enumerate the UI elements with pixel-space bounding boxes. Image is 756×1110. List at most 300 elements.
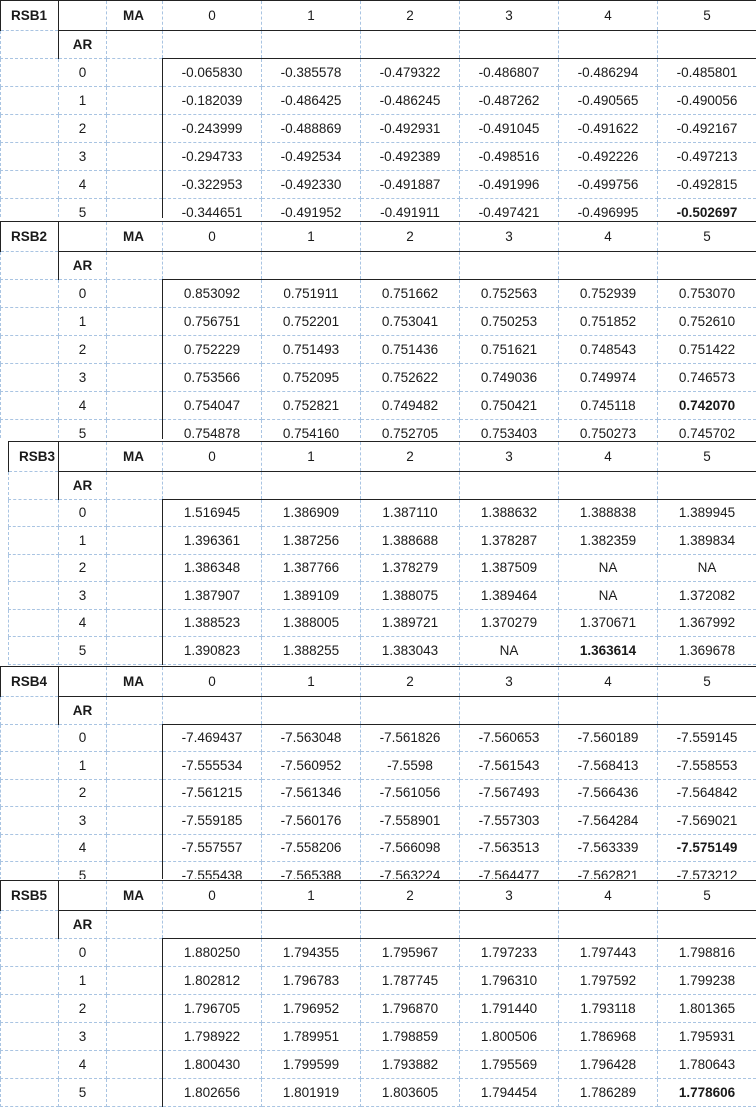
value-cell: -0.243999 [163, 115, 262, 143]
blank-cell [107, 336, 163, 364]
value-cell: 1.803605 [361, 1079, 460, 1107]
value-cell: 1.396361 [163, 527, 262, 555]
left-margin-cell [9, 472, 59, 500]
left-margin-cell [9, 499, 59, 527]
blank-cell [163, 911, 262, 939]
table-row [1, 779, 756, 807]
blank-cell [559, 252, 658, 280]
value-cell: 0.746573 [658, 364, 756, 392]
value-cell: 1.389945 [658, 499, 756, 527]
table-row [1, 87, 756, 115]
left-margin-cell [9, 637, 59, 665]
value-cell: 1.383043 [361, 637, 460, 665]
table-label: RSB4 [1, 667, 59, 697]
value-cell: 0.751621 [460, 336, 559, 364]
blank-cell [107, 499, 163, 527]
blank-cell [107, 967, 163, 995]
value-cell: 1.387256 [262, 527, 361, 555]
value-cell: 0.742070 [658, 392, 756, 420]
table-row [1, 939, 756, 967]
value-cell: 1.389109 [262, 582, 361, 610]
blank-cell [460, 472, 559, 500]
value-cell: -7.562821 [559, 862, 658, 880]
value-cell: -0.491622 [559, 115, 658, 143]
value-cell: -7.563339 [559, 834, 658, 862]
ma-column-header: 1 [262, 442, 361, 472]
value-cell: 1.796310 [460, 967, 559, 995]
value-cell: -7.566436 [559, 779, 658, 807]
arma-table-rsb5 [0, 880, 756, 1107]
left-margin-cell [1, 1023, 59, 1051]
table-block-rsb5 [0, 880, 756, 1110]
blank-cell [107, 87, 163, 115]
arma-table-rsb2 [0, 221, 756, 439]
arma-table-rsb1 [0, 0, 756, 218]
value-cell: -7.561346 [262, 779, 361, 807]
table-row [1, 862, 756, 880]
value-cell: -0.486245 [361, 87, 460, 115]
left-margin-cell [1, 779, 59, 807]
value-cell: 1.799599 [262, 1051, 361, 1079]
value-cell: 0.754160 [262, 420, 361, 440]
left-margin-cell [1, 252, 59, 280]
value-cell: -0.322953 [163, 171, 262, 199]
header-spacer [59, 442, 107, 472]
table-row [1, 280, 756, 308]
value-cell: 0.752201 [262, 308, 361, 336]
value-cell: -7.563224 [361, 862, 460, 880]
blank-cell [658, 252, 756, 280]
value-cell: 1.794355 [262, 939, 361, 967]
ma-column-header: 2 [361, 222, 460, 252]
ar-order-label: 5 [59, 637, 107, 665]
blank-cell [107, 472, 163, 500]
blank-cell [107, 834, 163, 862]
value-cell: 1.389464 [460, 582, 559, 610]
table-row [1, 171, 756, 199]
value-cell: 1.789951 [262, 1023, 361, 1051]
value-cell: -7.564842 [658, 779, 756, 807]
value-cell: 1.386909 [262, 499, 361, 527]
value-cell: -7.568413 [559, 752, 658, 780]
blank-cell [262, 31, 361, 59]
value-cell: 1.388005 [262, 609, 361, 637]
value-cell: -0.502697 [658, 199, 756, 219]
blank-cell [107, 862, 163, 880]
ma-column-header: 2 [361, 667, 460, 697]
table-block-rsb4 [0, 666, 756, 879]
header-spacer [59, 222, 107, 252]
blank-cell [107, 420, 163, 440]
value-cell: 1.787745 [361, 967, 460, 995]
value-cell: -7.561543 [460, 752, 559, 780]
value-cell: 1.378279 [361, 554, 460, 582]
ar-header-row [1, 252, 756, 280]
table-row [1, 724, 756, 752]
value-cell: 0.752095 [262, 364, 361, 392]
blank-cell [163, 31, 262, 59]
table-row [1, 807, 756, 835]
value-cell: -7.555438 [163, 862, 262, 880]
value-cell: -0.492389 [361, 143, 460, 171]
value-cell: -0.486807 [460, 59, 559, 87]
blank-cell [107, 752, 163, 780]
value-cell: 1.388838 [559, 499, 658, 527]
header-row [1, 1, 756, 31]
ar-order-label: 1 [59, 967, 107, 995]
blank-cell [658, 31, 756, 59]
blank-cell [163, 697, 262, 725]
blank-cell [107, 31, 163, 59]
table-row [1, 143, 756, 171]
blank-cell [460, 911, 559, 939]
ar-order-label: 4 [59, 171, 107, 199]
value-cell: -7.559185 [163, 807, 262, 835]
header-spacer [59, 667, 107, 697]
table-label: RSB1 [1, 1, 59, 31]
left-margin-cell [1, 995, 59, 1023]
value-cell: 0.748543 [559, 336, 658, 364]
blank-cell [559, 697, 658, 725]
ar-order-label: 3 [59, 582, 107, 610]
blank-cell [107, 995, 163, 1023]
value-cell: NA [559, 554, 658, 582]
value-cell: NA [460, 637, 559, 665]
value-cell: -7.558901 [361, 807, 460, 835]
blank-cell [262, 697, 361, 725]
value-cell: 1.797592 [559, 967, 658, 995]
value-cell: -0.485801 [658, 59, 756, 87]
value-cell: 1.388255 [262, 637, 361, 665]
blank-cell [361, 31, 460, 59]
header-spacer [59, 1, 107, 31]
blank-cell [107, 939, 163, 967]
ar-order-label: 1 [59, 87, 107, 115]
value-cell: 1.369678 [658, 637, 756, 665]
blank-cell [107, 554, 163, 582]
ar-order-label: 2 [59, 336, 107, 364]
arma-table-rsb4 [0, 666, 756, 879]
blank-cell [107, 252, 163, 280]
value-cell: -0.487262 [460, 87, 559, 115]
blank-cell [460, 697, 559, 725]
value-cell: 1.796705 [163, 995, 262, 1023]
value-cell: 1.386348 [163, 554, 262, 582]
value-cell: 1.799238 [658, 967, 756, 995]
table-row [1, 752, 756, 780]
ma-column-header: 5 [658, 1, 756, 31]
table-row [9, 582, 756, 610]
table-label: RSB2 [1, 222, 59, 252]
left-margin-cell [1, 724, 59, 752]
value-cell: 1.382359 [559, 527, 658, 555]
left-margin-cell [1, 280, 59, 308]
ma-column-header: 4 [559, 881, 658, 911]
blank-cell [107, 807, 163, 835]
value-cell: 1.801919 [262, 1079, 361, 1107]
value-cell: 1.793118 [559, 995, 658, 1023]
value-cell: -7.560189 [559, 724, 658, 752]
value-cell: -0.497213 [658, 143, 756, 171]
ma-column-header: 0 [163, 222, 262, 252]
left-margin-cell [1, 392, 59, 420]
value-cell: -0.490056 [658, 87, 756, 115]
value-cell: -7.573212 [658, 862, 756, 880]
left-margin-cell [1, 199, 59, 219]
value-cell: 0.853092 [163, 280, 262, 308]
value-cell: -7.563513 [460, 834, 559, 862]
ma-column-header: 5 [658, 667, 756, 697]
blank-cell [107, 1051, 163, 1079]
value-cell: 1.796870 [361, 995, 460, 1023]
value-cell: 0.752821 [262, 392, 361, 420]
ar-order-label: 2 [59, 115, 107, 143]
blank-cell [107, 171, 163, 199]
table-row [9, 499, 756, 527]
table-row [1, 392, 756, 420]
value-cell: 0.749482 [361, 392, 460, 420]
value-cell: NA [559, 582, 658, 610]
value-cell: 0.753070 [658, 280, 756, 308]
blank-cell [107, 308, 163, 336]
table-row [1, 420, 756, 440]
value-cell: -0.491911 [361, 199, 460, 219]
left-margin-cell [1, 420, 59, 440]
ar-order-label: 3 [59, 1023, 107, 1051]
left-margin-cell [1, 834, 59, 862]
ar-order-label: 5 [59, 420, 107, 440]
ma-column-header: 0 [163, 881, 262, 911]
value-cell: 0.750421 [460, 392, 559, 420]
table-row [1, 115, 756, 143]
blank-cell [559, 911, 658, 939]
left-margin-cell [1, 59, 59, 87]
value-cell: -7.575149 [658, 834, 756, 862]
value-cell: 1.388632 [460, 499, 559, 527]
value-cell: -7.560176 [262, 807, 361, 835]
value-cell: 0.745702 [658, 420, 756, 440]
blank-cell [107, 364, 163, 392]
value-cell: 0.751911 [262, 280, 361, 308]
blank-cell [107, 527, 163, 555]
ar-order-label: 2 [59, 779, 107, 807]
value-cell: 1.388688 [361, 527, 460, 555]
value-cell: 0.751662 [361, 280, 460, 308]
ma-column-header: 0 [163, 667, 262, 697]
value-cell: 1.387907 [163, 582, 262, 610]
left-margin-cell [1, 87, 59, 115]
value-cell: 1.795967 [361, 939, 460, 967]
left-margin-cell [1, 939, 59, 967]
left-margin-cell [1, 115, 59, 143]
left-margin-cell [1, 143, 59, 171]
table-row [1, 967, 756, 995]
value-cell: -0.479322 [361, 59, 460, 87]
value-cell: 0.750273 [559, 420, 658, 440]
value-cell: 1.387110 [361, 499, 460, 527]
ma-column-header: 4 [559, 1, 658, 31]
left-margin-cell [1, 862, 59, 880]
left-margin-cell [1, 697, 59, 725]
blank-cell [361, 472, 460, 500]
ar-order-label: 3 [59, 807, 107, 835]
ar-order-label: 4 [59, 834, 107, 862]
ar-order-label: 0 [59, 59, 107, 87]
value-cell: 1.389721 [361, 609, 460, 637]
value-cell: -7.569021 [658, 807, 756, 835]
value-cell: 1.388523 [163, 609, 262, 637]
header-row [1, 881, 756, 911]
ma-column-header: 1 [262, 1, 361, 31]
blank-cell [658, 911, 756, 939]
blank-cell [361, 911, 460, 939]
value-cell: -7.560952 [262, 752, 361, 780]
left-margin-cell [9, 582, 59, 610]
ar-order-label: 4 [59, 1051, 107, 1079]
value-cell: 1.390823 [163, 637, 262, 665]
arma-table-rsb3 [8, 441, 756, 665]
value-cell: 1.798816 [658, 939, 756, 967]
table-row [1, 1079, 756, 1107]
value-cell: -0.486425 [262, 87, 361, 115]
table-row [9, 637, 756, 665]
ma-column-header: 0 [163, 1, 262, 31]
value-cell: 1.795931 [658, 1023, 756, 1051]
value-cell: -0.065830 [163, 59, 262, 87]
ma-column-header: 4 [559, 667, 658, 697]
ma-column-header: 1 [262, 881, 361, 911]
ma-label: MA [107, 667, 163, 697]
value-cell: -7.564477 [460, 862, 559, 880]
left-margin-cell [1, 752, 59, 780]
value-cell: 0.753403 [460, 420, 559, 440]
blank-cell [107, 1079, 163, 1107]
value-cell: -0.492226 [559, 143, 658, 171]
ar-order-label: 1 [59, 752, 107, 780]
table-row [1, 336, 756, 364]
header-row [1, 667, 756, 697]
value-cell: 0.749036 [460, 364, 559, 392]
table-row [1, 1023, 756, 1051]
table-row [1, 834, 756, 862]
blank-cell [460, 31, 559, 59]
ma-label: MA [107, 222, 163, 252]
value-cell: -7.469437 [163, 724, 262, 752]
ar-header-row [9, 472, 756, 500]
value-cell: -7.557557 [163, 834, 262, 862]
left-margin-cell [1, 336, 59, 364]
value-cell: NA [658, 554, 756, 582]
value-cell: 1.794454 [460, 1079, 559, 1107]
value-cell: -7.564284 [559, 807, 658, 835]
table-row [9, 609, 756, 637]
value-cell: 1.798922 [163, 1023, 262, 1051]
value-cell: 1.802812 [163, 967, 262, 995]
left-margin-cell [9, 527, 59, 555]
ar-order-label: 2 [59, 554, 107, 582]
value-cell: -7.565388 [262, 862, 361, 880]
blank-cell [107, 392, 163, 420]
value-cell: -0.182039 [163, 87, 262, 115]
ma-column-header: 1 [262, 667, 361, 697]
left-margin-cell [9, 609, 59, 637]
ma-column-header: 1 [262, 222, 361, 252]
value-cell: 0.745118 [559, 392, 658, 420]
value-cell: 1.786968 [559, 1023, 658, 1051]
value-cell: -0.488869 [262, 115, 361, 143]
table-row [1, 308, 756, 336]
value-cell: 1.796428 [559, 1051, 658, 1079]
value-cell: 0.752563 [460, 280, 559, 308]
ma-column-header: 2 [361, 881, 460, 911]
ma-column-header: 2 [361, 442, 460, 472]
blank-cell [262, 472, 361, 500]
value-cell: 1.370671 [559, 609, 658, 637]
value-cell: 0.752705 [361, 420, 460, 440]
left-margin-cell [1, 1079, 59, 1107]
blank-cell [262, 911, 361, 939]
table-row [1, 995, 756, 1023]
value-cell: -0.491996 [460, 171, 559, 199]
ar-order-label: 4 [59, 609, 107, 637]
value-cell: -0.496995 [559, 199, 658, 219]
left-margin-cell [1, 171, 59, 199]
ar-order-label: 4 [59, 392, 107, 420]
table-block-rsb1 [0, 0, 756, 218]
value-cell: -0.486294 [559, 59, 658, 87]
blank-cell [361, 252, 460, 280]
blank-cell [460, 252, 559, 280]
value-cell: 1.796952 [262, 995, 361, 1023]
ma-column-header: 3 [460, 442, 559, 472]
ar-label: AR [59, 472, 107, 500]
value-cell: 0.753041 [361, 308, 460, 336]
value-cell: 1.796783 [262, 967, 361, 995]
left-margin-cell [1, 308, 59, 336]
value-cell: 0.754878 [163, 420, 262, 440]
table-row [1, 59, 756, 87]
value-cell: 1.800506 [460, 1023, 559, 1051]
blank-cell [107, 1023, 163, 1051]
value-cell: 0.750253 [460, 308, 559, 336]
ar-order-label: 5 [59, 862, 107, 880]
blank-cell [107, 582, 163, 610]
ma-column-header: 0 [163, 442, 262, 472]
ar-header-row [1, 911, 756, 939]
blank-cell [163, 252, 262, 280]
value-cell: -0.294733 [163, 143, 262, 171]
value-cell: -7.558553 [658, 752, 756, 780]
value-cell: -0.385578 [262, 59, 361, 87]
value-cell: 1.370279 [460, 609, 559, 637]
blank-cell [163, 472, 262, 500]
value-cell: 1.387766 [262, 554, 361, 582]
value-cell: -7.561826 [361, 724, 460, 752]
blank-cell [107, 143, 163, 171]
ar-label: AR [59, 697, 107, 725]
value-cell: 1.795569 [460, 1051, 559, 1079]
value-cell: -7.558206 [262, 834, 361, 862]
blank-cell [262, 252, 361, 280]
value-cell: 1.363614 [559, 637, 658, 665]
ar-label: AR [59, 31, 107, 59]
ma-column-header: 2 [361, 1, 460, 31]
ar-order-label: 0 [59, 724, 107, 752]
value-cell: 1.797233 [460, 939, 559, 967]
blank-cell [107, 637, 163, 665]
value-cell: -7.561215 [163, 779, 262, 807]
blank-cell [107, 115, 163, 143]
